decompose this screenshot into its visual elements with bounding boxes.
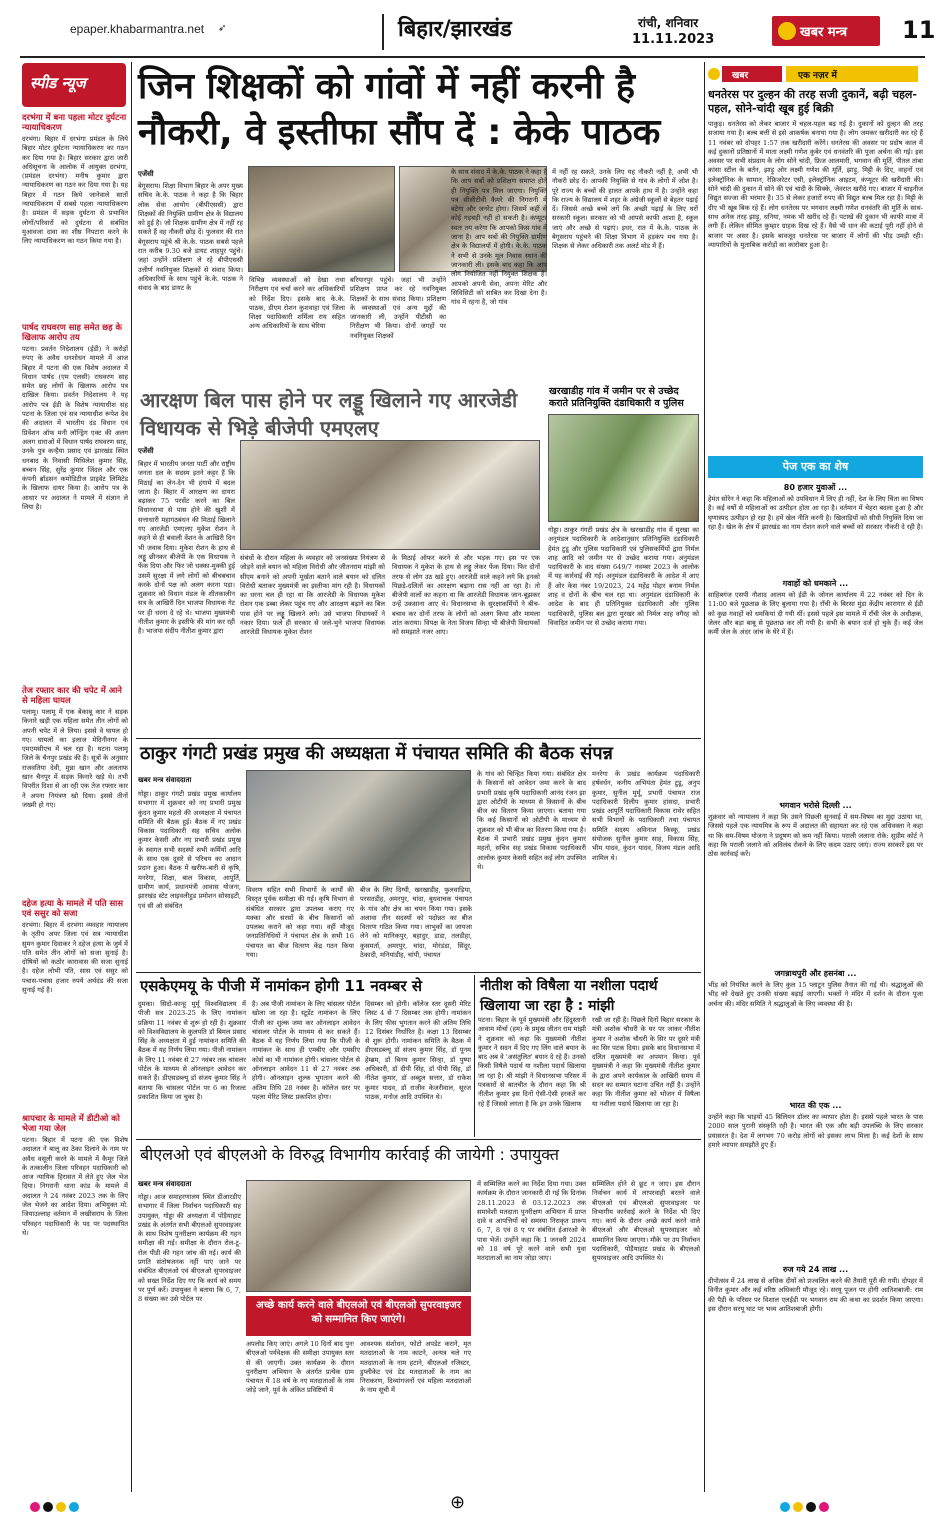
blo-col2: अपलोड किए जाएं। अगले 10 दिनों बाद पुनः बीएलओ पर्यवेक्षक की समीक्षा उपायुक्त स्तर से की जाएगी। उक्त कार्यक्रम के दौरान पुनरीक्षण अभियान के अंतर्गत प्रत्येक ग्राम पंचायत में 18 वर्ष के नए मतदाताओं के नाम जोड़े जाने, पूर्व के अंकित प्रविष्टियों में (246, 1340, 354, 1395)
panchayat-col2: विवरण सहित सभी विभागों के कार्यों की विस्तृत पूर्वक समीक्षा की गई। कृषि विभाग से संबंधित सरकार द्वारा उपलब्ध कराए गए मक्का और सरसों के बीच किसानों को उपलब्ध कराने को कहा गया। वहीं मौजूद जनप्रतिनिधियों ने पंचायत क्षेत्र के सभी 16 पंचायत का बीज वितरण केंद्र गठन किया गया। (246, 886, 354, 960)
left-item-body: पलामू। पलामू में एक बेकाबू कार ने सड़क किनारे खड़ी एक महिला समेत तीन लोगों को अपनी चपेट में ले लिया। इससे वे घायल हो गए। घायलों का इलाज मेदिनीनगर के एमएमसीएच में चल रहा है। घटना पलामू जिले के चैनपुर प्रखंड की है। सूत्रों के अनुसार राजवतिया देवी, मुन्ना खान और अलताफ खान चैनपुर में सड़क किनारे खड़े थे। तभी विपरीत दिशा से आ रही एक तेज रफ्तार कार ने अपना नियंत्रण खो दिया। इससे तीनों जख्मी हो गए। (22, 708, 128, 809)
nitish-col2: रखी जा रही है। पिछले दिनों बिहार सरकार के मंत्री अशोक चौधरी के घर पर जाकर नीतीश कुमार ने अशोक चौधरी के सिर पर दूसरे मंत्री का सिर पटक दिया। इसके बाद विधानसभा में दलित मुख्यमंत्री का अपमान किया। पूर्व मुख्यमंत्री ने कहा कि मुख्यमंत्री नीतीश कुमार के द्वारा अपने कार्यकाल के आखिरी समय में सदन का सम्मान घटाना उचित नहीं है। उन्होंने कहा कि नीतीश कुमार को भोजन में विषैला या नशीला पदार्थ खिलाया जा रहा है। (592, 1016, 700, 1108)
remainder-section (708, 800, 923, 968)
pg-col3: दिसम्बर को होगी। कॉलेज स्तर दूसरी मेरिट लिस्ट 4 से 7 दिसम्बर तक होगी। नामांकन के लिए फीस भुगतान करने की अंतिम तिथि 12 दिसंबर निर्धारित है। कक्षा 13 दिसम्बर से शुरू होगी। नामांकन समिति के बैठक में डीएसडब्ल्यू डॉ संजय कुमार सिंह, डॉ पूनम हेम्ब्रम, डॉ बिनय कुमार सिन्हा, डॉ पुष्पा अधिकारी, डॉ दीपी सिंह, डॉ पीपी सिंह, डॉ नीतेश कुमार, डॉ अब्दुल सत्तार, डॉ राकेश कुमार यादव, डॉ राजीव केजरीवाल, सूरज पाठक, मनोज आदि उपस्थित थे। (365, 1000, 471, 1101)
blo-photo (246, 1180, 471, 1292)
footer-registration-left (30, 1497, 82, 1509)
dhanteras-body: पाकुड़। धनतेरस को लेकर बाजार में चहल-पहल बढ़ गई है। दुकानों को दुल्हन की तरह सजाया गया है। बल्ब बत्ती से इसे आकर्षक बनाया गया है। लोग जमकर खरीदारी कर रहे हैं 11 नवंबर को दोपहर 1:57 तक खरीदारी करेंगे। धनतेरस की अवसर पर प्रदोष काल में कई दुकानों प्रतिष्ठानों में माता लक्ष्मी गणेश कुबेर एवं धनवंतरि की पूजा अर्चना की गई। इस अवसर पर सभी संप्रदाय के लोग सोने चांदी, फ्रिज आलमारी, भगवान की मूर्ति, पीतल तांबा कांसा स्टील के बर्तन, झाड़ू ओर लक्ष्मी गणेश की मूर्ति, झाड़ू, मिट्टी के दिए, वाहनों एवं इलेक्ट्रॉनिक के सामान, रेफ्रिजरेटर एसी, इलेक्ट्रॉनिक आइटम, कंप्यूटर की खरीदारी की। सोने चांदी की दुकान में सोने की एवं चांदी के सिक्के, जेवरात खरीदे गए। बाजार में चाइनीज विद्युत सज्जा की भरमार है। 35 से लेकर हजारों रुपए की विद्युत बल्ब मिल रहा है। मिट्टी के दीए भी खूब बिक रहे हैं। लोग धनतेरस पर भगवान लक्ष्मी गणेश धनवंतरि की मूर्ति के साथ-साथ अनेक तरह झाड़ू, धनिया, नमक भी खरीद रहे हैं। पटाखे की दुकान भी काफी मात्रा में लगी हैं। लेकिन सीमित कुम्हार ग्राहक दिख रहे हैं। वैसे भी धान की कटाई पूरी नहीं होने से बाजार पर असर है। इसके बावजूद धनतेरस पर बाजार में लोगों की भीड़ उमड़ी रही। व्यापारियों के मुताबिक करोड़ों का कारोबार हुआ है। (708, 120, 923, 249)
left-item-body: पटना। प्रवर्तन निदेशालय (ईडी) ने करोड़ों रुपए के अवैध धनशोधन मामले में आज बिहार में पटना की एक विशेष अदालत में विधान पार्षद (एम एलसी) राघवरण साह समेत छह लोगों के खिलाफ आरोप पत्र दाखिल किया। प्रवर्तन निदेशालय ने यह आरोप पत्र ईडी के विशेष न्यायाधीश सह पटना के जिला एवं सत्र न्यायाधीश रूपेश देव की अदालत में भारतीय दंड विधान एवं प्रिवेंशन ऑफ मनी लॉन्ड्रिंग एक्ट की अलग अलग धाराओं में विधान पार्षद राघवरण साह, उनके पुत्र कन्हैया प्रसाद एवं झारखंड स्थित धनबाद के निवासी मिथिलेश कुमार सिंह, बच्चन सिंह, सुरेंद्र कुमार जिंदल और एक कंपनी ब्रॉडसन कमोडिटीज प्राइवेट लिमिटेड के खिलाफ दायर किया है। आरोप पत्र के आधार पर अदालत ने मामले में संज्ञान ले लिया है। (22, 345, 128, 512)
remainder-body: दीपोत्सव में 24 लाख से अधिक दीयों को प्रज्वलित करने की तैयारी पूरी की गयी। दोपहर में विनीत कुमार और कई वरिष्ठ अधिकारी मौजूद रहे। सरयू पूजन पर होगी आतिशबाजी: राम की पैड़ी के परिसर पर विशाल एलईडी पर भगवान राम की कथा का प्रदर्शन किया जाएगा। इस दौरान सरयू घाट पर भव्य आतिशबाजी होगी। (708, 1277, 923, 1313)
reservation-photo (240, 440, 540, 550)
land-photo (548, 414, 699, 522)
main-divider (136, 972, 701, 973)
right-tag-label: खबर (722, 66, 782, 82)
remainder-body: भीड़ को नियंत्रित करने के लिए कुल 15 प्लाटून पुलिस तैनात की गई थी। श्रद्धालुओं की भीड़ को देखते हुए उनकी संख्या बढ़ाई जाएगी। भक्तों ने मंदिर में दर्शन के दौरान पूजा अर्चना की। मंदिर समिति ने श्रद्धालुओं के लिए व्यवस्था की है। (708, 981, 923, 1008)
remainder-section (708, 968, 923, 1101)
remainder-title: जगन्नाथपुरी और हसनंबा ... (774, 969, 857, 978)
pg-col2: है। अब पीजी नामांकन के लिए चांसलर पोर्टल खोला जा रहा है। स्टूडेंट नामांकन के लिए पीजी का शुल्क जमा कर ऑनलाइन आवेदन चांसलर पोर्टल के माध्यम से कर सकते हैं। बैठक में यह निर्णय लिया गया कि पीजी के नामांकन के साथ ही एमबीए और एमसीए कोर्स का भी नामांकन होगी। चांसलर पोर्टल से ऑनलाइन आवेदन 11 से 27 नवंबर तक होगी। ऑनलाइन शुल्क भुगतान करने की अंतिम तिथि 28 नवंबर है। कॉलेज स्तर पर पहला मेरिट लिस्ट प्रकाशित होगा। (252, 1000, 360, 1101)
reservation-dateline: एजेंसी (138, 447, 154, 455)
left-item-title: पार्षद राघवरण साह समेत छह के खिलाफ आरोप तय (22, 322, 122, 342)
page-one-remainder-box (708, 456, 923, 478)
left-item-title: दरभंगा में बना पहला मोटर दुर्घटना न्यायाधिकरण (22, 112, 127, 132)
lead-headline[interactable]: जिन शिक्षकों को गांवों में नहीं करनी है नौकरी, वे इस्तीफा सौंप दें : केके पाठक (138, 66, 661, 153)
panchayat-dateline: खबर मन्त्र संवाददाता (138, 776, 192, 784)
lead-col5: में नहीं रह सकते, उनके लिए यह नौकरी नहीं है, अभी भी नौकरी छोड़ दें। आपकी नियुक्ति से गांव के लोगों में जोश है। पूरे राज्य के बच्चों की हालत आपके हाथ में है। उन्होंने कहा कि राज्य के विद्यालय में शहर के अंग्रेजी स्कूलों से बेहतर पढ़ाई दें। जिससे अच्छे बच्चे लगें कि अच्छी पढ़ाई के लिए घरों सरकारी स्कूल। सरकार को भी आपसे काफी आशा है, स्कूल जाएं और अच्छे से पढ़ाएं। इधर, रात में के.के. पाठक के बेगूसराय पहुंचने की शिक्षा विभाग में हड़कंप मच गया है। शिक्षक से लेकर अधिकारी तक अलर्ट मोड में हैं। (552, 168, 698, 251)
blo-col5: सम्मिलित होने से छूट न जाए। इस दौरान निर्वाचन कार्य में लापरवाही बरतने वाले बीएलओ एवं बीएलओ सुपरवाइजर पर विभागीय कार्रवाई करने के निर्देश भी दिए गए। कार्य के दौरान अच्छे कार्य करने वाले बीएलओ और बीएलओ सुपरवाइजर को सम्मानित किया जाएगा। मौके पर उप निर्वाचन पदाधिकारी, पोड़ैयाहाट प्रखंड के बीएलओ सुपरवाइजर आदि उपस्थित थे। (592, 1180, 700, 1263)
blo-headline[interactable]: बीएलओ एवं बीएलओ के विरुद्ध विभागीय कार्रवाई की जायेगी : उपायुक्त (140, 1145, 559, 1164)
right-tag2-label: एक नज़र में (786, 66, 918, 82)
lead-col4: के साथ संवाद में के.के. पाठक ने कहा है कि आप सबों को प्रशिक्षण समाप्त होते ही नियुक्ति पत्र मिल जाएगा। नियुक्ति पत्र सीसीटीवी कैमरे की निगरानी में बंटेगा और जनरेट होगा। जिसमें कहीं से कोई गड़बड़ी नहीं हो सकती है। कंप्यूटर स्वतः तय करेगा कि आपको किस गांव में जाना है। आप सबों की नियुक्ति ग्रामीण क्षेत्र के विद्यालयों में होगी। के.के. पाठक ने सभी से उनके मूल निवास स्थान की जानकारी ली। इसके बाद कहा कि आप लोग नियोजित नहीं नियुक्त शिक्षक हैं। आपको अपनी सेवा, अपना मेरिट और सिविसिटी को साबित कर दिखा देना है। गांव में रहना है, जो गांव (451, 168, 547, 307)
remainder-body: साहिबगंज एसपी नौशाद आलम को ईडी के जोनल कार्यालय में 22 नवंबर को दिन के 11:00 बजे पूछताछ के लिए बुलाया गया है। राँची के बिरसा मुंडा केंद्रीय कारागार से ईडी को कुछ गवाहों को धमकियां दी गयी थीं। इससे पहले इस मामले में राँची जेल के अधीक्षक, जेलर और बड़ा बाबू से पूछताछ कर ली गयी है। सभी के बयान दर्ज हो चुके हैं। कई जेल कर्मी जेल के अंदर जांच के घेरे में हैं। (708, 591, 923, 637)
registration-dot-icon (819, 1502, 829, 1512)
reservation-col1: बिहार में भारतीय जनता पार्टी और राष्ट्रीय जनता दल के सदस्य इतने कट्टर हैं कि मिठाई का लेन-देन भी हंगामे में बदल जाता है। बिहार में आरक्षण का दायरा बढ़ाकर 75 परसेंट करने का बिल विधानसभा से पास होने की खुशी में सत्ताधारी महागठबंधन की मिठाई खिलाने गए आरजेडी एमएलए मुकेश रोशन ने कहने से ही बवाली वेंशन के आखिरी दिन भी जवाब दिया। मुकेश रोशन के हाथ से लड्डू छीनकर बीजेपी के एक विधायक ने फेंक दिया और फिर जो धक्का-मुक्की हुई उसमें सुरक्षा में लगे लोगों को बीचबचाव करके दोनों पक्ष को अलग करना पड़ा। शुक्रवार को विधान मंडल के शीतकालीन सत्र के आखिरी दिन भाजपा विधायक गेट पर ही धरना दे रहे थे। भाजपा मुख्यमंत्री नीतीश कुमार के इस्तीफे की मांग कर रही है। भाजपा संदीप नीतीश कुमार द्वारा (138, 460, 235, 636)
footer-registration-right (780, 1497, 832, 1509)
panchayat-photo (246, 770, 471, 882)
left-news-item (22, 1113, 128, 1476)
left-item-body: पटना। बिहार में पटना की एक विशेष अदालत ने बालू का ठेका दिलाने के नाम पर अवैध वसूली करने के मामले में कैमूर जिले के तत्कालीन जिला परिवहन पदाधिकारी को आज न्यायिक हिरासत में लेते हुए जेल भेज दिया। निगरानी थाना कांड के मामले में अदालत ने 24 नवंबर 2023 तक के लिए जेल भेजने का आदेश दिया। अभियुक्त मो. जियाउल्लाह वर्तमान में लखीसराय के जिला परिवहन पदाधिकारी के पद पर पदस्थापित थे। (22, 1136, 128, 1237)
panchayat-col4: के गांव को चिन्हित किया गया। संबंधित क्षेत्र के किसानों को आवेदन जमा करने के बाद प्रभारी प्रखंड कृषि पदाधिकारी आनंद रंजन झा द्वारा ओटीपी के माध्यम से किसानों के बीच बीज का वितरण किया जाएगा। बताया गया कि कई किसानों को ओटीपी के माध्यम से शुक्रवार को भी बीज का वितरण किया गया है। बैठक में प्रभारी प्रखंड प्रमुख कुंदन कुमार महतो, सचिव सह प्रखंड विकास पदाधिकारी आलोक कुमार केसरी सहित कई लोग उपस्थित थे। (477, 770, 586, 871)
remainder-title: गवाहों को धमकाने ... (782, 579, 849, 588)
url-text[interactable]: epaper.khabarmantra.net (70, 22, 205, 36)
speed-news-label: स्पीड न्यूज (30, 74, 86, 92)
remainder-section (708, 1264, 923, 1477)
lead-col2: विभिन्न व्यवस्थाओं को देखा तथा निरीक्षण एवं चर्चा करने कर अधिकारियों को निर्देश दिए। इसके बाद के.के. पाठक, डीएम रोशन कुशवाहा एवं जिला शिक्षा पदाधिकारी शर्मिला राय सहित अन्य अधिकारियों के साथ चेरिया (249, 276, 345, 331)
remainder-body: शुक्रवार को न्यायालय ने कहा कि उसने पिछली सुनवाई में सम-विषम का मुद्दा उठाया था, जिससे पहले एक न्यायमित्र के रूप में अदालत की सहायता कर रहे एक अधिवक्ता ने कहा था कि सम-विषम योजना ने प्रदूषण को कम नहीं किया। पराली जलाना रोके: सुप्रीम कोर्ट ने कहा कि पराली जलाने को अविलंब रोकने के लिए कदम उठाए जाएं। राज्य सरकारें इस पर ठोस कार्रवाई करें। (708, 813, 923, 859)
left-item-title: तेज रफ्तार कार की चपेट में आने से महिला घायल (22, 685, 122, 705)
right-tag-bar (708, 66, 918, 82)
registration-dot-icon (56, 1502, 66, 1512)
registration-dot-icon (793, 1502, 803, 1512)
left-item-title: दहेज हत्या के मामले में पति सास एवं ससुर को सजा (22, 898, 123, 918)
lead-col3: बरियारपुर पहुंचे। जहां भी उन्होंने प्रशिक्षण प्राप्त कर रहे नवनियुक्त शिक्षकों के साथ संवाद किया। प्रशिक्षण के व्यवस्थाओं एवं अन्य मुद्दों की जानकारी ली, उन्होंने पीटीसी का निरीक्षण भी किया। दोनों जगहों पर नवनियुक्त शिक्षकों (350, 276, 446, 340)
story-divider (474, 975, 475, 1137)
brand-name: खबर मन्त्र (800, 25, 848, 40)
crop-mark-icon: ⊕ (450, 1492, 466, 1513)
blo-photo-caption (246, 1296, 471, 1336)
remainder-title: भगवान भरोसे दिल्ली ... (779, 801, 852, 810)
blo-col1: गोड्डा। आज समाहरणालय स्थित डीआरडीए सभागार में जिला निर्वाचन पदाधिकारी सह उपायुक्त, गोड्डा की अध्यक्षता में पोड़ैयाहाट प्रखंड के अंतर्गत सभी बीएलओ सुपरवाइजर के साथ विशेष पुनरीक्षण कार्यक्रम की गहन समीक्षा की गई। समीक्षा के दौरान रोल-टू-रोल पीडी की गहन जांच की गई। कार्य की प्रगति संतोषजनक नहीं पाए जाने पर संबंधित बीएलओ एवं बीएलओ सुपरवाइजर को सख्त निर्देश दिए गए कि कार्य को समय पर पूर्ण करें। उपायुक्त ने बताया कि 6, 7, 8 संख्या कर उसे पोर्टल पर (138, 1193, 241, 1304)
left-item-body: दरभंगा। बिहार में दरभंगा प्रमंडल के लिये बिहार मोटर दुर्घटना न्यायाधिकरण का गठन कर दिया गया है। बिहार सरकार द्वारा जारी अधिसूचना के आलोक में आयुक्त दरभंगा, (प्रमंडल दरभंगा) मनीष कुमार द्वारा न्यायाधिकरण का गठन कर दिया गया है। यह बिहार में गठन किये जानेवाले सातों न्यायाधिकरण में सबसे पहला न्यायाधिकरण है। प्रमंडल में सड़क दुर्घटना से प्रभावित लोगों/परिवारों को दुर्घटना से संबंधित मुआवजा दावा का शीघ्र निपटारा करने के लिए न्यायाधिकरण का गठन किया गया है। (22, 135, 128, 246)
pg-col1: दुमका। सिदो-कान्हू मुर्मू विश्वविद्यालय में पीजी सत्र 2023-25 के लिए नामांकन प्रक्रिया 11 नवंबर से शुरू हो रही है। शुक्रवार को विश्वविद्यालय के कुलपति डॉ बिमल प्रसाद सिंह के अध्यक्षता में हुई नामांकन समिति की बैठक में यह निर्णय लिया गया। पीजी नामांकन के लिए 11 नवंबर से 27 नवंबर तक चांसलर पोर्टल के माध्यम से ऑनलाइन आवेदन कर सकते हैं। डीएसडब्ल्यू डॉ संजय कुमार सिंह ने बताया कि चांसलर पोर्टल पर 6 का रिजल्ट प्रकाशित किया जा चुका है। (138, 1000, 246, 1101)
left-news-item (22, 322, 128, 665)
reservation-col2: संबंधों के दौरान महिला के व्यवहार को जनसंख्या नियंत्रण से जोड़ने वाले बयान को महिला विरोधी और जीतनराम मांझी को सीएम बनाने को अपनी मूर्खता बताने वाले बयान को दलित विरोधी बताकर मुख्यमंत्री का इस्तीफा मांग रही है। विधायकों का धरना चल ही रहा था कि आरजेडी के विधायक मुकेश रोशन एक डब्बा लेकर पहुंच गए और आरक्षण बढ़ाने का बिल पास होने पर लड्डू खिलाने लगे। उसे भाजपा विधायकों ने नकार दिया। फ़ले ही सरकार से जले-भुने भाजपा विधायक आरजेडी विधायक मुकेश रोशन (240, 554, 385, 637)
cursor-icon: ➶ (218, 23, 227, 34)
registration-dot-icon (30, 1502, 40, 1512)
lead-dateline: एजेंसी (138, 170, 154, 178)
nitish-headline[interactable]: नीतीश को विषैला या नशीला पदार्थ खिलाया जा रहा है : मांझी (480, 978, 658, 1014)
left-news-item (22, 685, 128, 893)
page-number: 11 (902, 16, 936, 44)
main-divider (136, 1139, 701, 1140)
section-title: बिहार/झारखंड (398, 17, 512, 42)
left-item-title: श्रापचार के मामले में डीटीओ को भेजा गया जेल (22, 1113, 120, 1133)
right-column-divider (704, 62, 705, 1492)
reservation-headline[interactable]: आरक्षण बिल पास होने पर लड्डू खिलाने गए आरजेडी विधायक से भिड़े बीजेपी एमएलए (140, 388, 518, 440)
remainder-body: हेमंत सोरेन ने कहा कि महिलाओं को उपविधान में लिए ही नहीं, देश के लिए चिंता का विषय है। कई वर्षों से महिलाओं का उत्पीड़न होता आ रहा है। वर्तमान में चेहरा बदला हुआ है और घृणास्पद उत्पीड़न हो रहा है। हमें खेल नीति करनी है। खिलाड़ियों को सीधी नियुक्ति दिया जा रहा है। खेल के क्षेत्र में झारखंड का नाम रोशन करने वाले बच्चों को सरकार नौकरी दे रही है। (708, 495, 923, 531)
dhanteras-headline[interactable]: धनतेरस पर दुल्हन की तरह सजी दुकानें, बढ़ी चहल-पहल, सोने-चांदी खूब हुई बिक्री (708, 88, 917, 115)
brand-bar (772, 16, 880, 46)
blo-caption-text: अच्छे कार्य करने वाले बीएलओ एवं बीएलओ सुपरवाइजर को सम्मानित किए जाएंगे। (256, 1300, 461, 1325)
header-rule (20, 56, 925, 58)
left-news-item (22, 112, 128, 305)
registration-dot-icon (780, 1502, 790, 1512)
blo-col4: में सम्मिलित करने का निर्देश दिया गया। उक्त कार्यक्रम के दौरान जानकारी दी गई कि दिनांक 28.11.2023 से 03.12.2023 तक समावेशी मतदाता पुनरीक्षण अभियान में प्राप्त दावे व आपत्तियों को समस्या निराकृत प्रारूप 6, 7, 8 एवं 8 ए पर संबंधित ईआरओ के पास भेजें। उन्होंने कहा कि 1 जनवरी 2024 को 18 वर्ष पूरे करने वाले सभी युवा मतदाताओं का नाम जोड़ा जाए। (477, 1180, 586, 1263)
registration-dot-icon (43, 1502, 53, 1512)
left-news-item (22, 898, 128, 1111)
lead-photo-left (248, 166, 395, 272)
registration-dot-icon (69, 1502, 79, 1512)
remainder-section (708, 1100, 923, 1263)
panchayat-col1: गोड्डा। ठाकुर गंगटी प्रखंड प्रमुख कार्यालय सभागार में शुक्रवार को नए प्रभारी प्रमुख कुंदन कुमार महतो की अध्यक्षता में पंचायत समिति की बैठक हुई। बैठक में नए प्रखंड विकास पदाधिकारी सह सचिव अलोक कुमार केसरी और नए प्रभारी प्रखंड प्रमुख के स्वागत सभी सदस्यों सभी कर्मियों आदि के साथ एक दूसरे से परिचय का आदान प्रदान हुआ। बैठक में खरीफ-बारी से कृषि, मनरेगा, शिक्षा, बाल विकास, आपूर्ति, ग्रामीण कार्य, प्रधानमंत्री आवास योजना, झारखंड स्टेट लाइवलीहुड प्रमोशन सोसाइटी, एवं सी ओ संबंधित (138, 790, 241, 910)
pg-headline[interactable]: एसकेएमयू के पीजी में नामांकन होगी 11 नवम्बर से (140, 977, 422, 995)
remainder-section (708, 578, 923, 801)
left-column-divider (131, 62, 132, 1492)
left-item-body: दरभंगा। बिहार में दरभंगा व्यवहार न्यायालय के तृतीय अपर जिला एवं सत्र न्यायाधीश सुमन कुमार दिवाकर ने दहेज हत्या के जुर्म में पति समेत तीन लोगों को सजा सुनाई है। दोषियों को कठोर कारावास की सजा सुनाई है। दहेज लोभी पति, सास एवं ससुर को पचास-पचास हजार रुपये अर्थदंड की सजा सुनाई गई है। (22, 921, 128, 995)
panchayat-headline[interactable]: ठाकुर गंगटी प्रखंड प्रमुख की अध्यक्षता में पंचायत समिति की बैठक संपन्न (140, 743, 613, 764)
remainder-title: रुज गये 24 लाख ... (782, 1265, 849, 1274)
nitish-col1: पटना। बिहार के पूर्व मुख्यमंत्री और हिंदुस्तानी आवाम मोर्चा (हम) के प्रमुख जीतन राम मांझी ने शुक्रवार को कहा कि मुख्यमंत्री नीतीश कुमार ने सदन में दिए गए लिंग वाले बयान के बाद अब वे 'असंतुलित' बयान दे रहे हैं। उनको किसी विषैले पदार्थ या नशीला पदार्थ खिलाया जा रहा है। श्री मांझी ने विधानसभा परिसर में पत्रकारों से बातचीत के दौरान कहा कि श्री नीतीश कुमार इस दिनों ऐसी-ऐसी हरकतें कर रहे हैं जिससे लगता है कि इन उनके खिलाफ (478, 1016, 586, 1108)
land-body: गोड्डा। ठाकुर गंगटी प्रखंड क्षेत्र के खरखाडीह गांव में मुरखा का अनुमंडल पदाधिकारी के आदेशानुसार प्रतिनियुक्ति दंडाधिकारी हेमंत टुडू और पुलिस पदाधिकारी एवं पुलिसकर्मियों द्वारा निर्मल शाह आदि को जमीन पर से उच्छेद कराया गया। अनुमंडल पदाधिकारी के वाद संख्या 649/7 नवम्बर 2023 के आलोक में यह कार्रवाई की गई। अनुमंडल दंडाधिकारी के आदेश में आए हैं ओर केस नंबर 19/2023, 24 महेंद्र पोद्दार बनाम निर्मल शाह व दोनों के बीच चल रहा था। अनुमंडल दंडाधिकारी के आदेश के बाद ही प्रतिनियुक्त दंडाधिकारी और पुलिस पदाधिकारी, पुलिस बल द्वारा मुरखर को निर्मल शाह वगैरह को विवादित जमीन पर से उच्छेद कराया गया। (548, 526, 699, 627)
registration-dot-icon (806, 1502, 816, 1512)
masthead (0, 0, 945, 58)
news-tag-icon (708, 68, 720, 80)
blo-col3: आवश्यक संशोधन, फोटो अपडेट कराने, मृत मतदाताओं के नाम काटने, अन्यत्र चले गए मतदाताओं के नाम हटाने, बीएलओ रजिस्टर, डुप्लीकेट एवं डेड मतदाताओं के नाम का निराकरण, दिव्यांगजनों एवं महिला मतदाताओं के नाम सूची में (360, 1340, 471, 1395)
remainder-body: उन्होंने कहा कि भाइयों 45 बिलियन डॉलर का व्यापार होता है। इससे पहले भारत के पास 2000 साल पुरानी संस्कृति रही है। भारत की एक और बड़ी उपलब्धि के लिए सरकार प्रयासरत है। देश में लगभग 70 करोड़ लोगों को इसका लाभ मिला है। कई देशों के साथ हमारे व्यापार समझौते हुए हैं। (708, 1113, 923, 1149)
page-one-remainder-title: पेज एक का शेष (782, 460, 849, 473)
panchayat-col5: मनरेगा के प्रखंड कार्यक्रम पदाधिकारी हर्षवर्धन, कनीय अभियंता हेमंत टुडू, अनुप कुमार, सुनील मुर्मू, प्रभारी पंचायत राज पदाधिकारी दिलीप कुमार हांसदा, प्रभारी प्रखंड आपूर्ति पदाधिकारी विकास राथेर सहित सभी विभागों के पदाधिकारी तथा पंचायत समिति सदस्य अविनाश किस्कू, प्रखंड संयोजक सुनील कुमार साह, विकास सिंह, भीम यादव, कुंदन यादव, विजय मंडल आदि शामिल थे। (592, 770, 700, 862)
brand-logo-icon (778, 22, 796, 40)
remainder-title: 80 हजार युवाओं ... (783, 483, 848, 492)
remainder-title: भारत की एक ... (789, 1101, 842, 1110)
main-divider (136, 738, 701, 739)
blo-dateline: खबर मन्त्र संवाददाता (138, 1180, 192, 1188)
header-date: 11.11.2023 (632, 32, 715, 47)
speed-news-logo (22, 63, 126, 107)
header-city-day: रांची, शनिवार (638, 16, 699, 30)
lead-col1: बेगूसराय। शिक्षा विभाग बिहार के अपर मुख्य सचिव के.के. पाठक ने कहा है कि बिहार लोक सेवा आयोग (बीपीएससी) द्वारा शिक्षकों की नियुक्ति ग्रामीण क्षेत्र के विद्यालय को हुई है। जो शिक्षक ग्रामीण क्षेत्र में नहीं रह सकते हैं वह नौकरी छोड़ दें। फुलवार की रात बेगूसराय पहुंचे श्री के.के. पाठक सबसे पहले रात करीब 9.30 बजे डायट शाहपुर पहुंचे। जहां उन्होंने प्रशिक्षण ले रहे बीपीएससी उत्तीर्ण नवनियुक्त शिक्षकों से संवाद किया। अधिकारियों के साथ पहुंचे के.के. पाठक ने संवाद के बाद डायट के (138, 182, 243, 293)
land-headline[interactable]: खरखाडीह गांव में जमीन पर से उच्छेद कराते प्रतिनियुक्ति दंडाधिकारी व पुलिस (549, 386, 684, 409)
panchayat-col3: बीज के लिए दिग्घी, खरखाडीह, फुलवाड़िया, परसतडीह, अमरपुर, चांदा, बुधवाचक पंचायत के गांव और क्षेत्र का चयन किया गया। इसके अलावा तीन सदस्यों को पदोन्नत का बीज वितरण गठित किया गया। लाभुकों का जायजा लेने को मानिकपुर, बहादुर, डाडा, तलडीहा, कुसमर्ता, अमरपुर, चांदा, मोरंडंडा, सिंदूर, ठेकादी, मनियांडीह, चांपी, पंचायत (360, 886, 472, 960)
remainder-section (708, 482, 923, 583)
header-divider (382, 14, 384, 50)
reservation-col3: के मिठाई ऑफर करने से और भड़क गए। इस पर एक विधायक ने मुकेश के हाथ से लड्डू लेकर फेंक दिया। फिर दोनों तरफ से लोग उठ खड़े हुए। आरजेडी वाले कहने लगे कि इनको पिछड़े-दलितों का आरक्षण बढ़ाना रास नहीं आ रहा है। तो बीजेपी वालों का कहना था कि आरजेडी विधायक जान-बूझकर उन्हें उकसाना आए थे। विधानसभा के सुरक्षाकर्मियों ने बीच-बचाव कर दोनों तरफ के लोगों को अलग किया और मामला शांत कराया। विपक्ष के नेता विजय सिन्हा भी बीजेपी विधायकों को समझाते नजर आए। (392, 554, 540, 637)
